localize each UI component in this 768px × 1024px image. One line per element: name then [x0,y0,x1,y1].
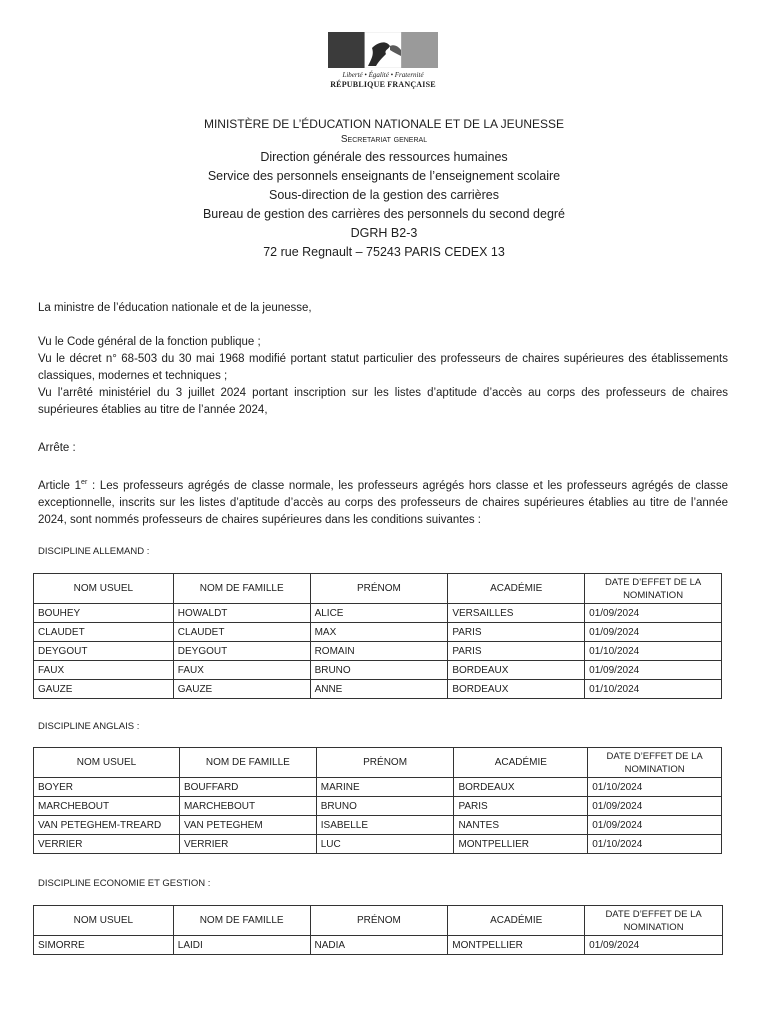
marianne-icon [328,32,438,68]
visas [38,334,728,419]
table-row [34,642,722,661]
cell-date: 01/10/2024 [588,778,722,797]
cell-nom-usuel: VAN PETEGHEM-TREARD [34,816,180,835]
cell-date: 01/09/2024 [585,661,722,680]
cell-academie: MONTPELLIER [454,835,588,854]
address: 72 rue Regnault – 75243 PARIS CEDEX 13 [263,245,505,259]
cell-prenom: MAX [310,623,448,642]
cell-prenom: NADIA [310,936,448,955]
arrete-heading: Arrête : [38,442,76,454]
cell-prenom: ANNE [310,680,448,699]
col-academie: ACADÉMIE [454,748,588,778]
cell-date: 01/10/2024 [585,680,722,699]
cell-academie: BORDEAUX [448,661,585,680]
table-row [34,680,722,699]
col-academie: ACADÉMIE [448,906,585,936]
cell-prenom: LUC [316,835,454,854]
table-row [34,797,722,816]
cell-date: 01/10/2024 [588,835,722,854]
visa-decret: Vu le décret n° 68-503 du 30 mai 1968 modifié portant statut particulier des professeurs de chaires supérieures des établissements classiques, modernes et techniques ; [38,353,728,382]
cell-nom-usuel: MARCHEBOUT [34,797,180,816]
cell-nom-famille: MARCHEBOUT [179,797,316,816]
col-date: DATE D’EFFET DE LA NOMINATION [585,574,722,604]
cell-date: 01/09/2024 [585,623,722,642]
col-nom-usuel: NOM USUEL [34,574,174,604]
col-nom-usuel: NOM USUEL [34,906,174,936]
cell-prenom: BRUNO [316,797,454,816]
bureau-code: DGRH B2-3 [350,226,418,240]
cell-nom-famille: DEYGOUT [173,642,310,661]
cell-date: 01/09/2024 [585,604,722,623]
col-date: DATE D’EFFET DE LA NOMINATION [588,748,722,778]
col-prenom: PRÉNOM [310,906,448,936]
cell-date: 01/09/2024 [588,816,722,835]
article-text: : Les professeurs agrégés de classe normale, les professeurs agrégés hors classe et les professeurs agrégés de classe exceptionnelle, inscrits sur les listes d’aptitude d’accès au corps des professeurs de chaires supérieures établies au titre de l’année 2024, sont nommés professeurs de chaires supérieures dans les conditions suivantes : [38,479,728,526]
service-name: Service des personnels enseignants de l’enseignement scolaire [207,169,561,183]
cell-prenom: MARINE [316,778,454,797]
table-row [34,604,722,623]
cell-nom-famille: BOUFFARD [179,778,316,797]
visa-arrete: Vu l’arrêté ministériel du 3 juillet 2024 portant inscription sur les listes d’aptitude d’accès au corps des professeurs de chaires supérieures établies au titre de l’année 2024, [38,387,728,416]
cell-nom-usuel: SIMORRE [34,936,174,955]
marianne-emblem [327,32,439,68]
cell-academie: NANTES [454,816,588,835]
cell-nom-usuel: VERRIER [34,835,180,854]
table-row [34,778,722,797]
nomination-table-economie [33,905,723,955]
cell-prenom: ISABELLE [316,816,454,835]
republic-motto: Liberté • Égalité • Fraternité [342,71,424,79]
table-row [34,623,722,642]
republic-name: RÉPUBLIQUE FRANÇAISE [330,80,436,89]
article-1 [38,474,728,529]
cell-nom-famille: LAIDI [173,936,310,955]
cell-academie: PARIS [448,642,585,661]
cell-nom-usuel: DEYGOUT [34,642,174,661]
bureau-name: Bureau de gestion des carrières des personnels du second degré [202,207,566,221]
cell-nom-usuel: CLAUDET [34,623,174,642]
col-nom-famille: NOM DE FAMILLE [173,574,310,604]
cell-nom-usuel: BOYER [34,778,180,797]
cell-nom-famille: GAUZE [173,680,310,699]
cell-academie: BORDEAUX [448,680,585,699]
letterhead [100,116,668,262]
cell-date: 01/09/2024 [585,936,723,955]
intro-text: La ministre de l’éducation nationale et de la jeunesse, [38,302,312,314]
cell-academie: MONTPELLIER [448,936,585,955]
cell-nom-famille: VAN PETEGHEM [179,816,316,835]
discipline-title: DISCIPLINE ANGLAIS : [38,721,140,732]
direction-name: Direction générale des ressources humaines [260,150,508,164]
cell-date: 01/10/2024 [585,642,722,661]
cell-nom-famille: CLAUDET [173,623,310,642]
table-row [34,936,723,955]
cell-nom-famille: FAUX [173,661,310,680]
cell-prenom: ALICE [310,604,448,623]
col-nom-famille: NOM DE FAMILLE [179,748,316,778]
cell-nom-usuel: GAUZE [34,680,174,699]
ministry-name: MINISTÈRE DE L’ÉDUCATION NATIONALE ET DE LA JEUNESSE [203,117,565,131]
table-row [34,816,722,835]
discipline-title: DISCIPLINE ECONOMIE ET GESTION : [38,878,211,889]
republic-logo [327,32,439,89]
cell-nom-famille: HOWALDT [173,604,310,623]
nomination-table-allemand [33,573,722,699]
cell-academie: PARIS [454,797,588,816]
cell-prenom: ROMAIN [310,642,448,661]
table-header-row [34,574,722,604]
cell-academie: VERSAILLES [448,604,585,623]
cell-prenom: BRUNO [310,661,448,680]
cell-academie: PARIS [448,623,585,642]
cell-nom-usuel: FAUX [34,661,174,680]
col-nom-usuel: NOM USUEL [34,748,180,778]
col-date: DATE D’EFFET DE LA NOMINATION [585,906,723,936]
cell-date: 01/09/2024 [588,797,722,816]
col-prenom: PRÉNOM [310,574,448,604]
cell-nom-famille: VERRIER [179,835,316,854]
secretariat-name: Secretariat general [340,134,428,145]
cell-nom-usuel: BOUHEY [34,604,174,623]
article-sup: er [81,479,88,486]
subdirection-name: Sous-direction de la gestion des carrières [269,188,499,202]
nomination-table-anglais [33,747,722,854]
table-header-row [34,906,723,936]
col-nom-famille: NOM DE FAMILLE [173,906,310,936]
visa-code: Vu le Code général de la fonction publique ; [38,336,261,348]
discipline-title: DISCIPLINE ALLEMAND : [38,546,150,557]
table-row [34,661,722,680]
table-header-row [34,748,722,778]
article-label: Article 1 [38,479,82,492]
table-row [34,835,722,854]
col-prenom: PRÉNOM [316,748,454,778]
cell-academie: BORDEAUX [454,778,588,797]
col-academie: ACADÉMIE [448,574,585,604]
